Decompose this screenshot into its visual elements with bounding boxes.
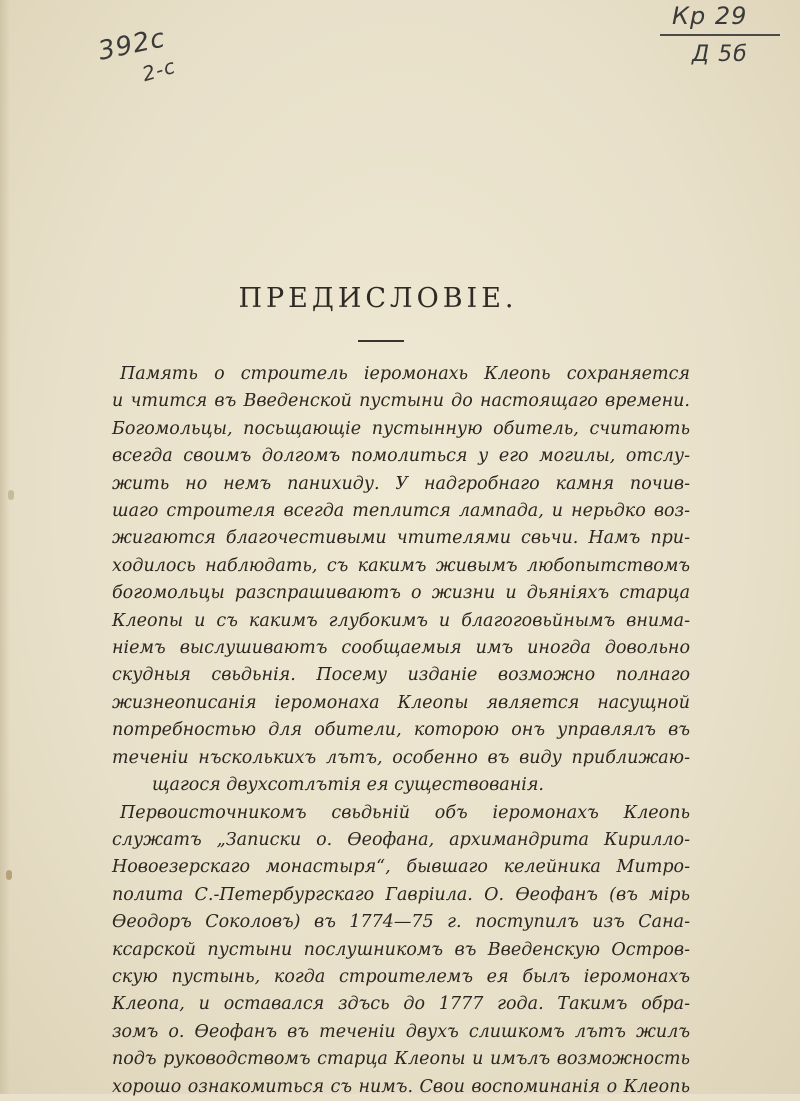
text-line: щагося двухсотлътія ея существованія.: [152, 775, 544, 796]
text-line: Клеопы и съ какимъ глубокимъ и благоговьйнымъ внима-: [112, 610, 690, 631]
page-edge-shadow: [0, 0, 10, 1094]
paper-speck: [8, 490, 14, 500]
text-line: ніемъ выслушиваютъ сообщаемыя имъ иногда довольно: [112, 638, 690, 659]
shelf-mark: Кр 29: [672, 2, 748, 30]
text-line: жигаются благочестивыми чтителями свьчи. Намъ при-: [112, 528, 690, 549]
page-title: ПРЕДИСЛОВІЕ.: [238, 283, 518, 314]
text-line: Память о строитель іеромонахь Клеопь сохраняется: [120, 364, 690, 384]
text-line: жить но немъ панихиду. У надгробнаго камня почив-: [112, 473, 690, 494]
shelf-mark-underline: [660, 34, 780, 36]
text-line: зомъ о. Өеофанъ въ теченіи двухъ слишкомъ лътъ жилъ: [112, 1021, 690, 1042]
text-line: Богомольцы, посьщающіе пустынную обитель, считають: [112, 418, 690, 439]
text-line: Клеопа, и оставался здъсь до 1777 года. Такимъ обра-: [112, 994, 690, 1015]
text-line: и чтится въ Введенской пустыни до настоящаго времени.: [112, 391, 690, 412]
text-line: потребностью для обители, которою онъ управлялъ въ: [112, 720, 690, 741]
shelf-mark: Д 5б: [692, 42, 748, 67]
text-line: ксарской пустыни послушникомъ въ Введенскую Остров-: [112, 939, 690, 960]
preface-body: [112, 361, 690, 1101]
handwritten-note: 2-c: [139, 53, 179, 87]
text-line: богомольцы разспрашиваютъ о жизни и дьяніяхъ старца: [112, 583, 690, 604]
text-line: служатъ „Записки о. Өеофана, архимандрита Кирилло-: [112, 829, 690, 850]
text-line: хорошо ознакомиться съ нимъ. Свои воспоминанія о Клеопь: [112, 1076, 690, 1097]
text-line: теченіи нъсколькихъ лътъ, особенно въ виду приближаю-: [112, 747, 690, 768]
text-line: подъ руководствомъ старца Клеопы и имълъ возможность: [112, 1049, 690, 1070]
text-line: шаго строителя всегда теплится лампада, и нерьдко воз-: [112, 501, 690, 522]
handwritten-note: 392c: [95, 23, 169, 67]
text-line: полита С.-Петербургскаго Гавріила. О. Өеофанъ (въ мірь: [112, 884, 690, 905]
text-line: жизнеописанія іеромонаха Клеопы является насущной: [112, 692, 690, 713]
text-line: ходилось наблюдать, съ какимъ живымъ любопытствомъ: [112, 555, 690, 576]
paper-speck: [6, 870, 12, 880]
text-line: скую пустынь, когда строителемъ ея былъ іеромонахъ: [112, 966, 690, 987]
title-divider: [358, 340, 404, 342]
text-line: Новоезерскаго монастыря“, бывшаго келейника Митро-: [112, 857, 690, 878]
text-line: всегда своимъ долгомъ помолиться у его могилы, отслу-: [112, 446, 690, 467]
text-line: Өеодоръ Соколовъ) въ 1774—75 г. поступилъ изъ Сана-: [112, 912, 690, 933]
text-line: скудныя свьдьнія. Посему изданіе возможно полнаго: [112, 665, 690, 686]
text-line: Первоисточникомъ свьдьній объ іеромонахъ Клеопь: [120, 802, 690, 823]
